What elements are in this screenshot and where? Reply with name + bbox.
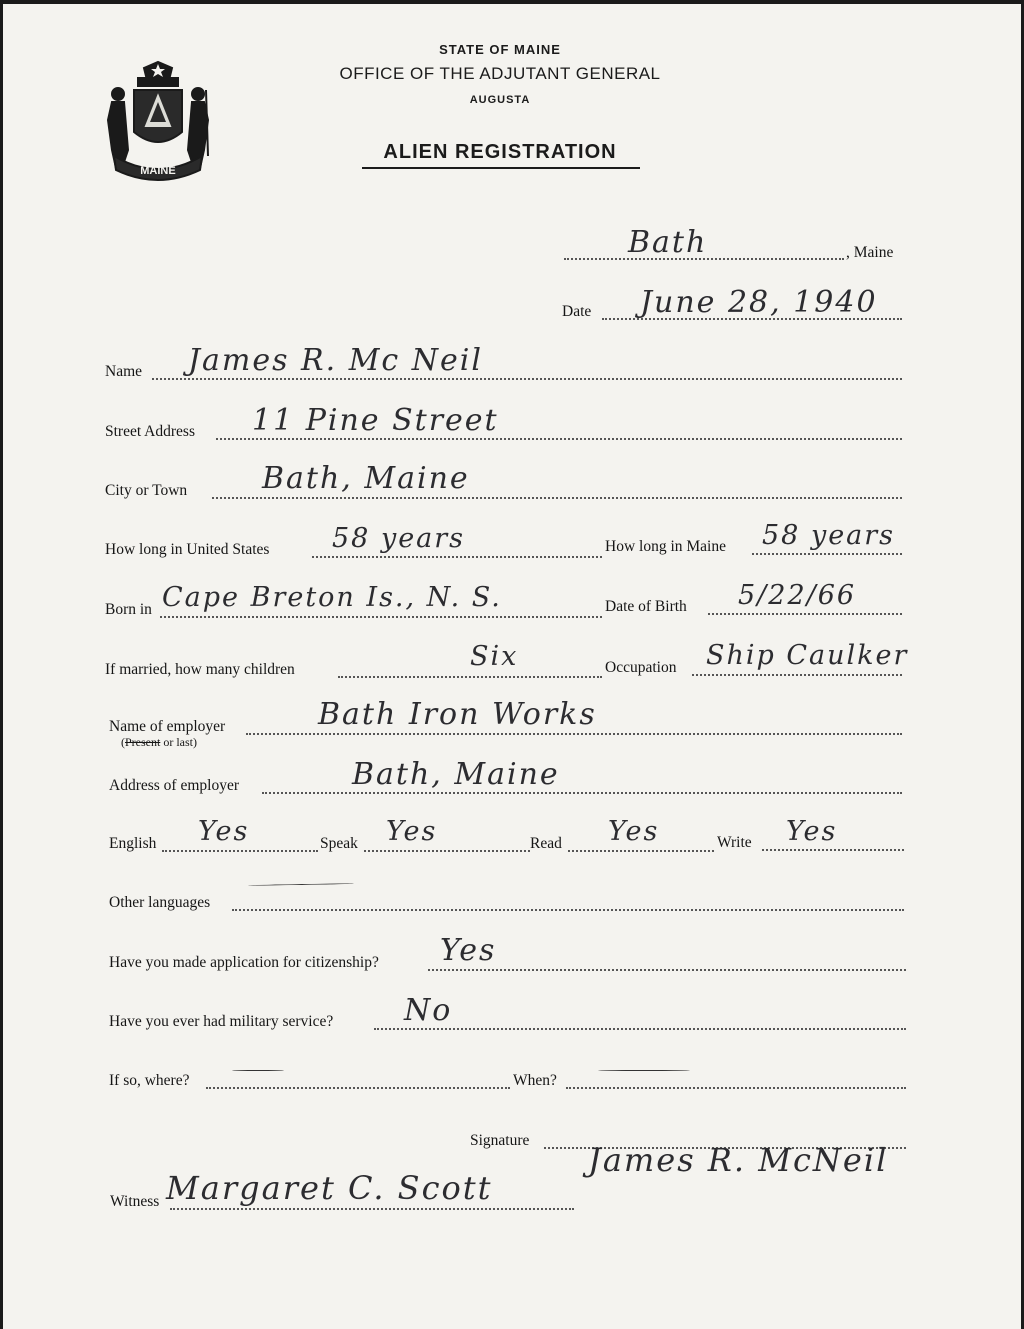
occupation-value[interactable]: Ship Caulker xyxy=(706,640,909,671)
read-value[interactable]: Yes xyxy=(608,816,660,847)
title-underline xyxy=(362,167,640,169)
place-label: , Maine xyxy=(846,244,894,261)
maine-state-seal-icon xyxy=(104,60,212,184)
witness-label: Witness xyxy=(110,1193,160,1210)
employer-address-label: Address of employer xyxy=(109,777,239,794)
born-in-value[interactable]: Cape Breton Is., N. S. xyxy=(162,582,502,613)
occupation-label: Occupation xyxy=(605,659,677,676)
other-languages-line xyxy=(232,909,904,911)
citizenship-line xyxy=(428,969,906,971)
military-line xyxy=(374,1028,906,1030)
how-long-maine-label: How long in Maine xyxy=(605,538,726,555)
how-long-us-value[interactable]: 58 years xyxy=(332,523,466,554)
military-label: Have you ever had military service? xyxy=(109,1013,334,1030)
city-label: City or Town xyxy=(105,482,188,499)
employer-line xyxy=(246,733,902,735)
witness-line xyxy=(170,1208,574,1210)
street-address-line xyxy=(216,438,902,440)
when-dash[interactable] xyxy=(598,1070,690,1071)
how-long-maine-line xyxy=(752,553,902,555)
citizenship-value[interactable]: Yes xyxy=(440,933,497,968)
svg-text:MAINE: MAINE xyxy=(140,165,176,177)
children-line xyxy=(338,676,602,678)
employer-sublabel-struck: Present xyxy=(125,735,161,749)
born-in-label: Born in xyxy=(105,601,152,618)
header-state: STATE OF MAINE xyxy=(439,42,561,57)
how-long-us-label: How long in United States xyxy=(105,541,270,558)
other-languages-dash[interactable] xyxy=(248,883,354,886)
employer-label: Name of employer xyxy=(109,718,226,735)
occupation-line xyxy=(692,674,902,676)
header-city: AUGUSTA xyxy=(469,94,531,106)
born-in-line xyxy=(160,616,602,618)
witness-value[interactable]: Margaret C. Scott xyxy=(166,1169,493,1207)
children-label: If married, how many children xyxy=(105,661,295,678)
employer-value[interactable]: Bath Iron Works xyxy=(318,697,597,732)
employer-sublabel: (Present or last) xyxy=(121,735,197,749)
name-label: Name xyxy=(105,363,143,380)
when-label: When? xyxy=(513,1072,557,1089)
employer-address-value[interactable]: Bath, Maine xyxy=(352,757,560,792)
signature-label: Signature xyxy=(470,1132,530,1149)
citizenship-label: Have you made application for citizenship? xyxy=(109,954,379,971)
signature-value[interactable]: James R. McNeil xyxy=(588,1141,889,1179)
children-value[interactable]: Six xyxy=(470,641,519,672)
date-of-birth-label: Date of Birth xyxy=(605,598,687,615)
where-label: If so, where? xyxy=(109,1072,190,1089)
read-label: Read xyxy=(530,835,562,852)
date-value[interactable]: June 28, 1940 xyxy=(640,285,878,320)
date-of-birth-value[interactable]: 5/22/66 xyxy=(738,580,857,611)
when-line xyxy=(566,1087,906,1089)
speak-value[interactable]: Yes xyxy=(386,816,438,847)
where-line xyxy=(206,1087,510,1089)
city-value[interactable]: Bath, Maine xyxy=(262,461,470,496)
other-languages-label: Other languages xyxy=(109,894,211,911)
military-value[interactable]: No xyxy=(404,993,453,1028)
speak-line xyxy=(364,850,530,852)
speak-label: Speak xyxy=(320,835,358,852)
name-value[interactable]: James R. Mc Neil xyxy=(188,343,483,378)
how-long-maine-value[interactable]: 58 years xyxy=(762,520,896,551)
header-office: OFFICE OF THE ADJUTANT GENERAL xyxy=(339,64,661,83)
place-value[interactable]: Bath xyxy=(628,225,708,260)
write-line xyxy=(762,849,904,851)
english-line xyxy=(162,850,318,852)
name-line xyxy=(152,378,902,380)
write-label: Write xyxy=(717,834,752,851)
employer-address-line xyxy=(262,792,902,794)
street-address-value[interactable]: 11 Pine Street xyxy=(252,403,499,438)
english-label: English xyxy=(109,835,157,852)
date-of-birth-line xyxy=(708,613,902,615)
english-value[interactable]: Yes xyxy=(198,816,250,847)
street-address-label: Street Address xyxy=(105,423,195,440)
read-line xyxy=(568,850,714,852)
write-value[interactable]: Yes xyxy=(786,816,838,847)
city-line xyxy=(212,497,902,499)
form-title: ALIEN REGISTRATION xyxy=(383,141,617,163)
date-label: Date xyxy=(562,303,592,320)
where-dash[interactable] xyxy=(232,1070,284,1071)
how-long-us-line xyxy=(312,556,602,558)
